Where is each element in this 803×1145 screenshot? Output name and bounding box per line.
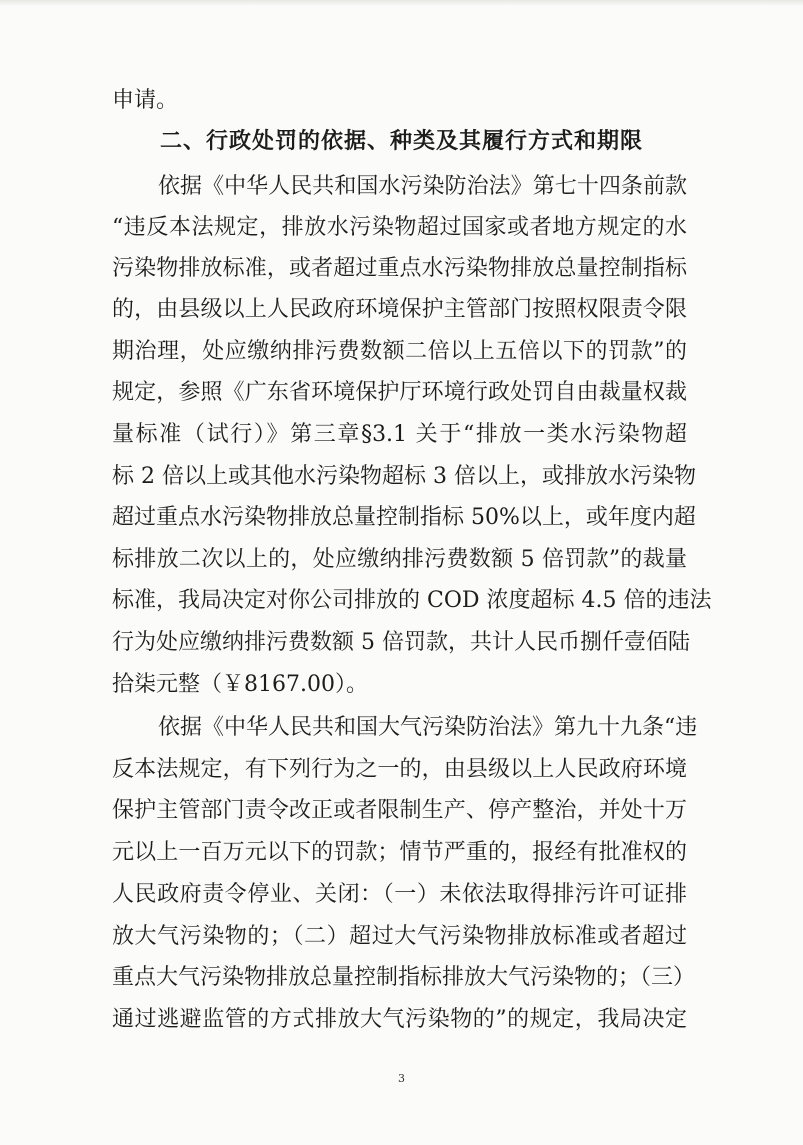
text-line: 标准，我局决定对你公司排放的 COD 浓度超标 4.5 倍的违法 <box>112 588 712 613</box>
text-line: 规定，参照《广东省环境保护厅环境行政处罚自由裁量权裁 <box>112 380 687 405</box>
text-line: 期治理，处应缴纳排污费数额二倍以上五倍以下的罚款”的 <box>112 339 687 364</box>
text-line: 依据《中华人民共和国大气污染防治法》第九十九条“违 <box>158 715 698 740</box>
text-line: 依据《中华人民共和国水污染防治法》第七十四条前款 <box>158 174 687 199</box>
text-line: 标 2 倍以上或其他水污染物超标 3 倍以上，或排放水污染物 <box>112 464 696 489</box>
text-line: 标排放二次以上的，处应缴纳排污费数额 5 倍罚款”的裁量 <box>112 547 687 572</box>
text-line: 放大气污染物的；（二）超过大气污染物排放标准或者超过 <box>112 924 687 949</box>
text-line: 重点大气污染物排放总量控制指标排放大气污染物的；（三） <box>112 965 696 990</box>
text-line: 超过重点水污染物排放总量控制指标 50%以上，或年度内超 <box>112 505 696 530</box>
text-line: 元以上一百万元以下的罚款；情节严重的，报经有批准权的 <box>112 840 687 865</box>
text-line: 通过逃避监管的方式排放大气污染物的”的规定，我局决定 <box>112 1007 687 1032</box>
text-line: 申请。 <box>112 88 179 113</box>
text-line: 拾柒元整（￥8167.00）。 <box>112 672 368 697</box>
text-line: 的，由县级以上人民政府环境保护主管部门按照权限责令限 <box>112 297 687 322</box>
text-line: 人民政府责令停业、关闭：（一）未依法取得排污许可证排 <box>112 882 687 907</box>
text-line: 保护主管部门责令改正或者限制生产、停产整治，并处十万 <box>112 798 687 823</box>
text-line: 反本法规定，有下列行为之一的，由县级以上人民政府环境 <box>112 757 687 782</box>
scan-edge <box>0 0 803 6</box>
text-line: 行为处应缴纳排污费数额 5 倍罚款，共计人民币捌仟壹佰陆 <box>112 630 690 655</box>
text-line: 量标准（试行）》第三章§3.1 关于“排放一类水污染物超 <box>112 422 687 447</box>
page-number: 3 <box>398 1072 405 1085</box>
text-line: “违反本法规定，排放水污染物超过国家或者地方规定的水 <box>112 215 687 240</box>
section-heading: 二、行政处罚的依据、种类及其履行方式和期限 <box>160 128 644 154</box>
text-line: 污染物排放标准，或者超过重点水污染物排放总量控制指标 <box>112 256 687 281</box>
